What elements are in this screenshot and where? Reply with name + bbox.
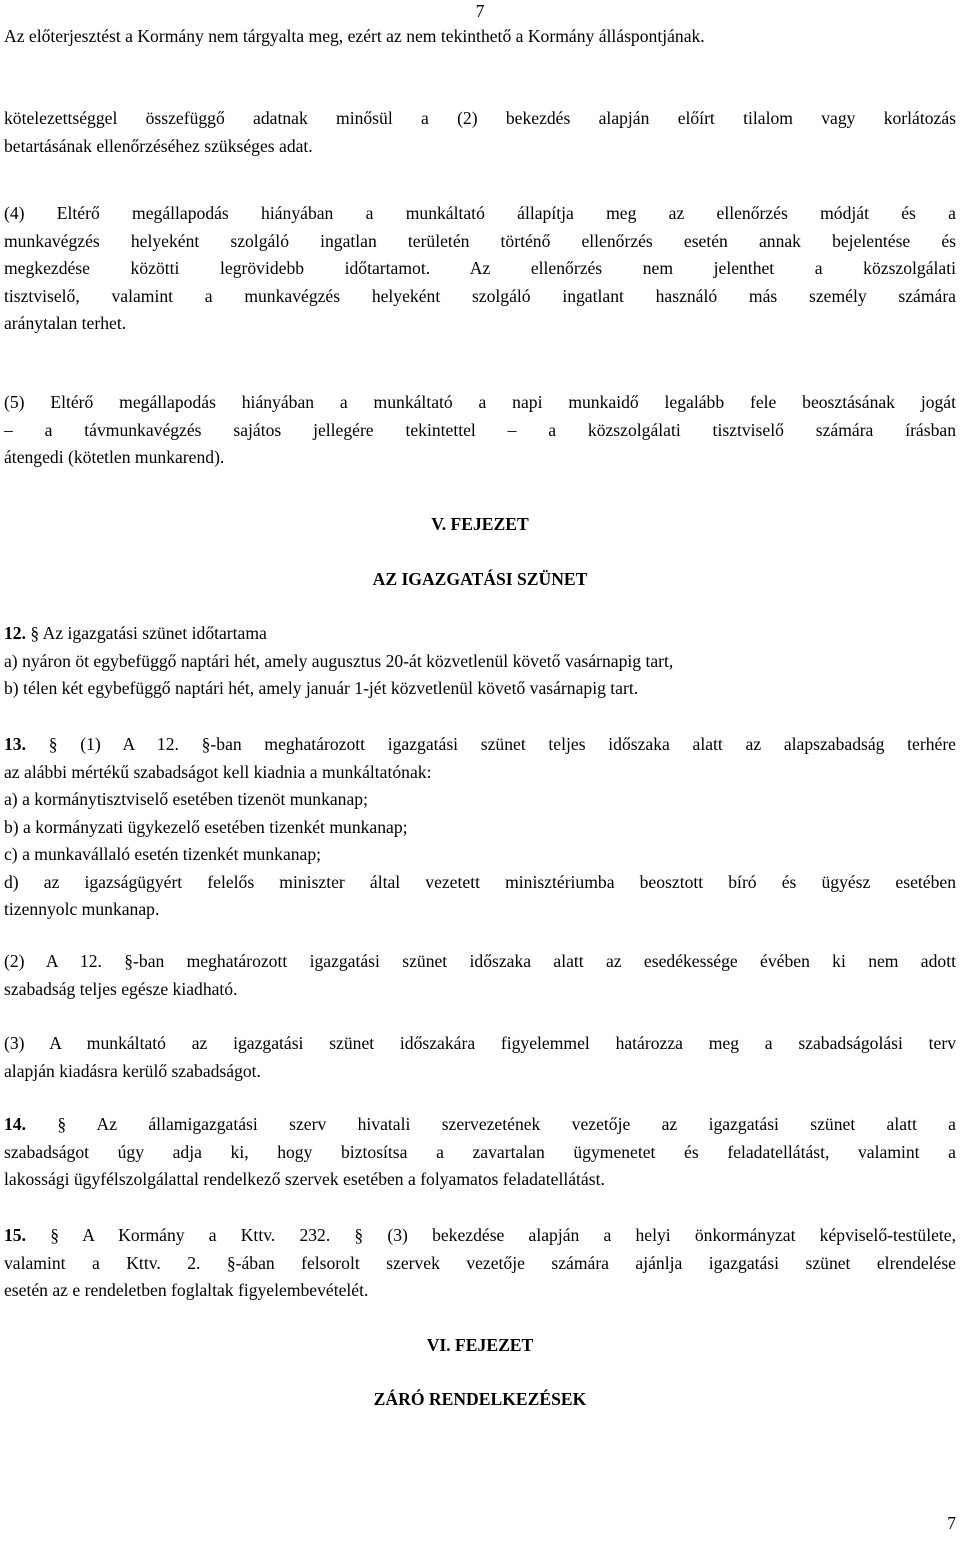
paragraph-continuation [4, 105, 956, 160]
paragraph-4 [4, 200, 956, 338]
text-line: (4) Eltérő megállapodás hiányában a munkáltató állapítja meg az ellenőrzés módját és a [4, 203, 956, 223]
section-heading-line [4, 1222, 956, 1250]
section-number: 12. [4, 623, 26, 643]
section-14 [4, 1111, 956, 1194]
list-item: b) télen két egybefüggő naptári hét, amely január 1-jét közvetlenül követő vasárnapig tart. [4, 678, 639, 698]
text-line: szabadság teljes egésze kiadható. [4, 978, 238, 999]
chapter-title: ZÁRÓ RENDELKEZÉSEK [373, 1389, 587, 1409]
text-line: az alábbi mértékű szabadságot kell kiadnia a munkáltatónak: [4, 761, 432, 782]
chapter-number: V. FEJEZET [431, 514, 529, 534]
text-line: tizennyolc munkanap. [4, 899, 160, 919]
section-15 [4, 1222, 956, 1305]
section-heading-line [4, 620, 956, 648]
list-item: a) a kormánytisztviselő esetében tizenöt munkanap; [4, 789, 368, 809]
section-heading-line [4, 731, 956, 759]
text-line: valamint a Kttv. 2. §-ában felsorolt szervek vezetője számára ajánlja igazgatási szünet elrendelése [4, 1252, 956, 1273]
section-number: 15. [4, 1225, 26, 1245]
text-line: – a távmunkavégzés sajátos jellegére tekintettel – a közszolgálati tisztviselő számára írásban [4, 419, 956, 440]
text-line: munkavégzés helyeként szolgáló ingatlan területén történő ellenőrzés esetén annak bejelentése és [4, 230, 956, 251]
text-line: betartásának ellenőrzéséhez szükséges adat. [4, 135, 313, 156]
text-line: § Az államigazgatási szerv hivatali szervezetének vezetője az igazgatási szünet alatt a [57, 1114, 956, 1134]
text-line: (3) A munkáltató az igazgatási szünet időszakára figyelemmel határozza meg a szabadságolási terv [4, 1033, 956, 1053]
section-13-paragraph-3 [4, 1030, 956, 1085]
section-number: 13. [4, 734, 26, 754]
paragraph-5 [4, 389, 956, 472]
text-line: lakossági ügyfélszolgálattal rendelkező szervek esetében a folyamatos feladatellátást. [4, 1169, 605, 1189]
section-number: 14. [4, 1114, 26, 1134]
section-13 [4, 731, 956, 924]
list-item: d) az igazságügyért felelős miniszter által vezetett minisztériumba beosztott bíró és ügyész esetében [4, 871, 956, 892]
header-note: Az előterjesztést a Kormány nem tárgyalta meg, ezért az nem tekinthető a Kormány álláspontjának. [4, 26, 705, 46]
text-line: szabadságot úgy adja ki, hogy biztosítsa a zavartalan ügymenetet és feladatellátást, valamint a [4, 1141, 956, 1162]
text-line: megkezdése közötti legrövidebb időtartamot. Az ellenőrzés nem jelenthet a közszolgálati [4, 258, 956, 278]
text-line: § A Kormány a Kttv. 232. § (3) bekezdése alapján a helyi önkormányzat képviselő-testülete, [50, 1225, 956, 1245]
text-line: § (1) A 12. §-ban meghatározott igazgatási szünet teljes időszaka alatt az alapszabadság terhére [48, 734, 956, 754]
text-line: (2) A 12. §-ban meghatározott igazgatási szünet időszaka alatt az esedékessége évében ki nem adott [4, 951, 956, 971]
section-13-paragraph-2 [4, 948, 956, 1003]
list-item: a) nyáron öt egybefüggő naptári hét, amely augusztus 20-át közvetlenül követő vasárnapig tart, [4, 650, 674, 671]
chapter-title: AZ IGAZGATÁSI SZÜNET [372, 569, 588, 589]
text-line: átengedi (kötetlen munkarend). [4, 447, 225, 467]
text-line: (5) Eltérő megállapodás hiányában a munkáltató a napi munkaidő legalább fele beosztásának jogát [4, 392, 956, 412]
page-number-bottom: 7 [947, 1513, 956, 1533]
chapter-number: VI. FEJEZET [426, 1335, 534, 1355]
text-line: kötelezettséggel összefüggő adatnak minősül a (2) bekezdés alapján előírt tilalom vagy korlátozás [4, 108, 956, 128]
page-number-top: 7 [475, 1, 485, 21]
section-12 [4, 620, 956, 703]
section-heading-line [4, 1111, 956, 1139]
section-intro: § Az igazgatási szünet időtartama [30, 623, 267, 643]
text-line: esetén az e rendeletben foglaltak figyelembevételét. [4, 1280, 369, 1300]
text-line: alapján kiadásra kerülő szabadságot. [4, 1060, 261, 1081]
list-item: c) a munkavállaló esetén tizenkét munkanap; [4, 844, 322, 864]
list-item: b) a kormányzati ügykezelő esetében tizenkét munkanap; [4, 816, 408, 837]
text-line: tisztviselő, valamint a munkavégzés helyeként szolgáló ingatlant használó más személy számára [4, 285, 956, 306]
text-line: aránytalan terhet. [4, 313, 127, 333]
